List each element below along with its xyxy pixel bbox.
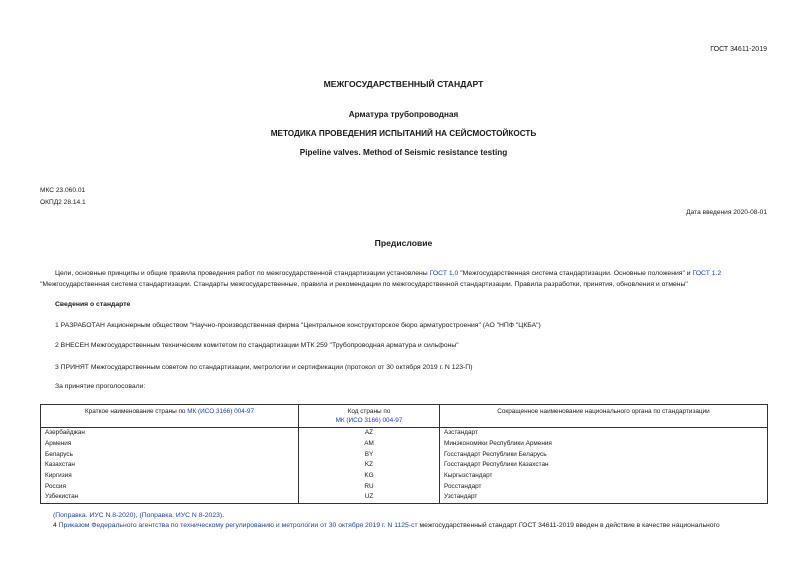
amendment-link-2023[interactable]: (Поправка. ИУС N 8-2023) [139, 512, 223, 519]
table-row [41, 449, 768, 460]
voted-label: За принятие проголосовали: [55, 383, 146, 390]
preface-text: Цели, основные принципы и общие правила проведения работ по межгосударственной стандартизации установлены [55, 270, 430, 277]
subject-title: Арматура трубопроводная [348, 110, 459, 119]
body-cell: Росстандарт [440, 481, 768, 492]
table-row [41, 460, 768, 471]
table-row [41, 439, 768, 450]
col-code-header: Код страны по МК (ИСО 3166) 004-97 [299, 405, 440, 428]
body-cell: Госстандарт Республики Беларусь [440, 449, 768, 460]
preface-text: "Межгосударственная система стандартизации. Стандарты межгосударственные, правила и рекомендации по межгосударственной стандартизации. Правила разработки, принятия, обновления и отмены" [40, 281, 688, 288]
info-item-adopted: 3 ПРИНЯТ Межгосударственным советом по стандартизации, метрологии и сертификации (протокол от 30 октября 2019 г. N 123-П) [55, 364, 473, 371]
info-item-enacted: 4 Приказом Федерального агентства по техническому регулированию и метрологии от 30 октября 2019 г. N 1125-ст межгосударственный стандарт ГОСТ 34611-2019 введен в действие в качестве национального [53, 522, 720, 529]
code-cell: KG [299, 471, 440, 482]
order-link[interactable]: Приказом Федерального агентства по техническому регулированию и метрологии от 30 октября 2019 г. N 1125-ст [58, 522, 418, 529]
document-code: ГОСТ 34611-2019 [710, 46, 767, 53]
table-row [41, 471, 768, 482]
col-country-header: Краткое наименование страны по МК (ИСО 3166) 004-97 [41, 405, 299, 428]
code-cell: UZ [299, 492, 440, 503]
introduction-date: Дата введения 2020-08-01 [686, 209, 767, 216]
country-cell: Армения [41, 439, 299, 450]
standard-type-title: МЕЖГОСУДАРСТВЕННЫЙ СТАНДАРТ [323, 79, 484, 89]
col-body-header: Сокращенное наименование национального органа по стандартизации [440, 405, 768, 428]
okpd-code: ОКПД2 28.14.1 [40, 199, 86, 206]
preface-paragraph [40, 268, 770, 290]
body-cell: Узстандарт [440, 492, 768, 503]
body-cell: Кыргызстандарт [440, 471, 768, 482]
amendments-line: (Поправка. ИУС N 8-2020), (Поправка. ИУС N 8-2023). [53, 512, 225, 519]
preface-text: "Межгосударственная система стандартизации. Основные положения" и [458, 270, 693, 277]
table-row [41, 492, 768, 503]
country-cell: Узбекистан [41, 492, 299, 503]
code-cell: RU [299, 481, 440, 492]
table-row [41, 481, 768, 492]
amendment-link-2020[interactable]: (Поправка. ИУС N 8-2020) [53, 512, 136, 519]
gost-1-2-link[interactable]: ГОСТ 1.2 [692, 270, 722, 277]
country-cell: Казахстан [41, 460, 299, 471]
code-cell: AZ [299, 428, 440, 439]
body-cell: Госстандарт Республики Казахстан [440, 460, 768, 471]
table-row [41, 428, 768, 439]
info-item-submitted: 2 ВНЕСЕН Межгосударственным техническим комитетом по стандартизации МТК 259 "Трубопроводная арматура и сильфоны" [55, 342, 459, 349]
preface-heading: Предисловие [374, 238, 433, 248]
table-header-row [41, 405, 768, 428]
country-cell: Россия [41, 481, 299, 492]
code-cell: KZ [299, 460, 440, 471]
countries-table [40, 404, 768, 504]
body-cell: Минэкономики Республики Армения [440, 439, 768, 450]
country-cell: Беларусь [41, 449, 299, 460]
mk-iso-link[interactable]: МК (ИСО 3166) 004-97 [335, 417, 403, 424]
code-cell: AM [299, 439, 440, 450]
country-cell: Киргизия [41, 471, 299, 482]
mk-iso-link[interactable]: МК (ИСО 3166) 004-97 [187, 408, 255, 415]
body-cell: Азстандарт [440, 428, 768, 439]
english-title: Pipeline valves. Method of Seismic resistance testing [299, 148, 508, 157]
code-cell: BY [299, 449, 440, 460]
info-item-developed: 1 РАЗРАБОТАН Акционерным обществом "Научно-производственная фирма "Центральное конструкторское бюро арматуростроения" (АО "НПФ "ЦКБА") [55, 322, 541, 329]
standard-info-heading: Сведения о стандарте [55, 301, 131, 308]
method-title: МЕТОДИКА ПРОВЕДЕНИЯ ИСПЫТАНИЙ НА СЕЙСМОСТОЙКОСТЬ [270, 129, 537, 138]
gost-1-0-link[interactable]: ГОСТ 1.0 [429, 270, 459, 277]
country-cell: Азербайджан [41, 428, 299, 439]
mks-code: МКС 23.060.01 [40, 187, 86, 194]
